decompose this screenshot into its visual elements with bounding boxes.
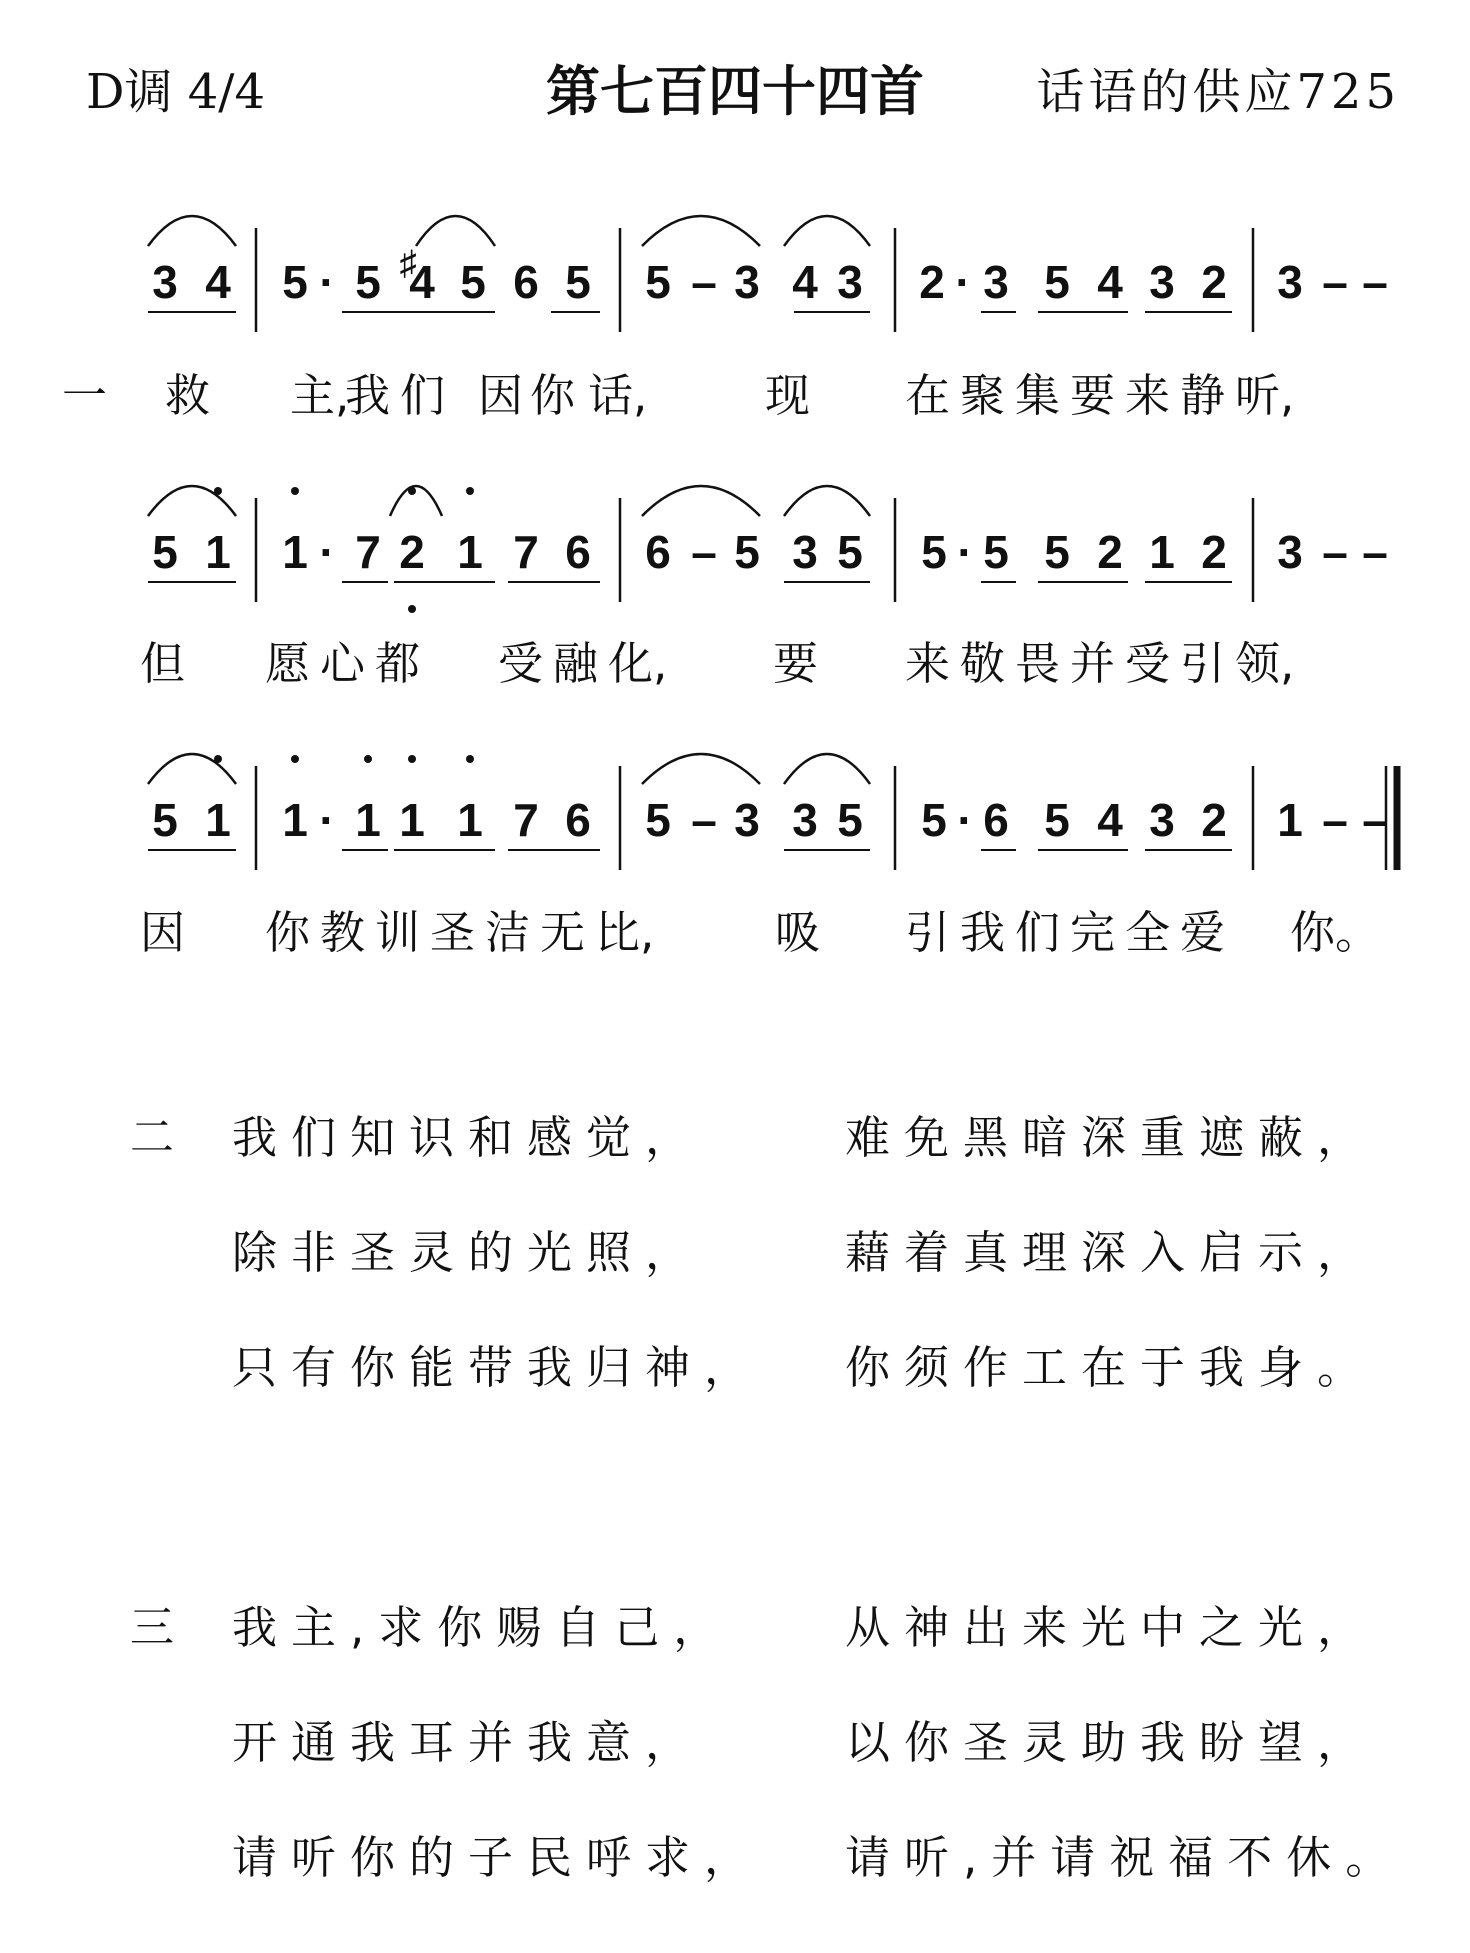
note: 3: [152, 256, 178, 308]
lyric-syllable: 但: [140, 637, 186, 690]
lyric-syllable: 静: [1180, 369, 1226, 422]
octave-dot: [408, 605, 416, 613]
verse-line-right: 你须作工在于我身。: [845, 1341, 1377, 1394]
verse-line-right: 难免黑暗深重遮蔽，: [845, 1111, 1377, 1164]
note: 3: [734, 256, 760, 308]
note: 5: [921, 794, 947, 846]
lyric-syllable: 在: [905, 369, 951, 422]
lyric-syllable: 因: [478, 369, 524, 422]
note: 7: [513, 526, 539, 578]
lyric-syllable: 比,: [595, 906, 655, 959]
extension-dash: –: [1362, 256, 1388, 308]
lyric-syllable: 现: [765, 369, 811, 422]
note: 3: [1149, 256, 1175, 308]
note: 1: [1149, 526, 1175, 578]
note: 5: [645, 256, 671, 308]
note: 1: [457, 526, 483, 578]
lyric-syllable: 心: [320, 637, 366, 690]
note: 1: [205, 526, 231, 578]
octave-dot: [291, 487, 299, 495]
verse-number: 二: [130, 1112, 174, 1163]
slur-arc: [784, 754, 870, 784]
augmentation-dot: ·: [957, 526, 973, 578]
verse-number: 一: [62, 369, 108, 422]
note: 3: [983, 256, 1009, 308]
lyric-syllable: 化,: [608, 637, 668, 690]
note: 6: [565, 794, 591, 846]
note: 1: [457, 794, 483, 846]
lyric-syllable: 我: [345, 369, 391, 422]
lyric-syllable: 来: [905, 637, 951, 690]
verse-line-left: 只有你能带我归神，: [232, 1341, 764, 1394]
note: 5: [1044, 256, 1070, 308]
note: 2: [1097, 526, 1123, 578]
extension-dash: –: [1362, 794, 1388, 846]
note: 3: [1277, 526, 1303, 578]
verse-line-right: 藉着真理深入启示，: [845, 1226, 1377, 1279]
lyric-syllable: 们: [400, 369, 446, 422]
lyric-syllable: 你。: [1290, 906, 1381, 959]
note: 2: [1201, 256, 1227, 308]
note: 1: [355, 794, 381, 846]
note: 4: [409, 256, 435, 308]
lyric-syllable: 愿: [265, 637, 311, 690]
lyric-syllable: 们: [1015, 906, 1061, 959]
extension-dash: –: [691, 256, 717, 308]
lyric-syllable: 领,: [1235, 637, 1295, 690]
note: 1: [1277, 794, 1303, 846]
note: 5: [152, 794, 178, 846]
lyric-syllable: 来: [1125, 369, 1171, 422]
note: 2: [1201, 526, 1227, 578]
augmentation-dot: ·: [319, 794, 335, 846]
note: 5: [837, 526, 863, 578]
extension-dash: –: [1322, 256, 1348, 308]
note: 4: [1097, 256, 1123, 308]
slur-arc: [148, 486, 236, 516]
lyric-syllable: 圣: [430, 906, 476, 959]
note: 5: [837, 794, 863, 846]
extension-dash: –: [1362, 526, 1388, 578]
lyric-syllable: 吸: [775, 906, 821, 959]
octave-dot: [408, 487, 416, 495]
slur-arc: [390, 486, 442, 516]
key-signature: D调 4/4: [86, 64, 265, 120]
lyric-syllable: 聚: [960, 369, 1006, 422]
note: 1: [282, 794, 308, 846]
octave-dot: [466, 487, 474, 495]
lyric-syllable: 训: [375, 906, 421, 959]
lyric-syllable: 我: [960, 906, 1006, 959]
slur-arc: [642, 754, 760, 784]
lyric-syllable: 你: [265, 906, 311, 959]
note: 5: [983, 526, 1009, 578]
extension-dash: –: [1322, 794, 1348, 846]
lyric-syllable: 教: [320, 906, 366, 959]
note: 3: [792, 526, 818, 578]
note: 3: [1277, 256, 1303, 308]
slur-arc: [642, 216, 760, 246]
lyric-syllable: 受: [1125, 637, 1171, 690]
augmentation-dot: ·: [957, 794, 973, 846]
lyric-syllable: 救: [165, 369, 211, 422]
note: 5: [565, 256, 591, 308]
octave-dot: [214, 487, 222, 495]
note: 5: [152, 526, 178, 578]
note: 5: [355, 256, 381, 308]
lyric-syllable: 引: [1180, 637, 1226, 690]
note: 5: [1044, 794, 1070, 846]
verse-line-left: 除非圣灵的光照，: [232, 1226, 705, 1279]
note: 6: [983, 794, 1009, 846]
note: 2: [919, 256, 945, 308]
octave-dot: [466, 755, 474, 763]
octave-dot: [214, 755, 222, 763]
note: 4: [1097, 794, 1123, 846]
lyric-syllable: 爱: [1180, 906, 1226, 959]
verse-line-left: 开通我耳并我意，: [232, 1716, 705, 1769]
score-system: [148, 754, 1397, 870]
note: 4: [205, 256, 231, 308]
note: 6: [565, 526, 591, 578]
lyric-syllable: 并: [1070, 637, 1116, 690]
augmentation-dot: ·: [955, 256, 971, 308]
note: 5: [645, 794, 671, 846]
note: 5: [921, 526, 947, 578]
note: 1: [399, 794, 425, 846]
slur-arc: [148, 754, 236, 784]
augmentation-dot: ·: [319, 526, 335, 578]
note: 4: [792, 256, 818, 308]
lyric-syllable: 都: [375, 637, 421, 690]
score-system: [148, 216, 1388, 332]
lyric-syllable: 畏: [1015, 637, 1061, 690]
extension-dash: –: [691, 526, 717, 578]
slur-arc: [148, 216, 236, 246]
verse-line-right: 从神出来光中之光，: [845, 1601, 1377, 1654]
slur-arc: [784, 486, 870, 516]
score-system: [148, 486, 1388, 613]
verse-line-left: 我主,求你赐自己，: [232, 1601, 733, 1654]
lyric-syllable: 要: [1070, 369, 1116, 422]
lyric-syllable: 受: [498, 637, 544, 690]
slur-arc: [642, 486, 760, 516]
slur-arc: [784, 216, 870, 246]
lyric-syllable: 融: [553, 637, 599, 690]
lyric-syllable: 因: [140, 906, 186, 959]
note: 2: [1201, 794, 1227, 846]
lyric-syllable: 无: [540, 906, 586, 959]
verse-line-left: 请听你的子民呼求，: [232, 1831, 764, 1884]
lyric-syllable: 听,: [1235, 369, 1295, 422]
octave-dot: [364, 755, 372, 763]
slur-arc: [416, 216, 495, 246]
octave-dot: [291, 755, 299, 763]
note: 6: [513, 256, 539, 308]
lyric-syllable: 要: [773, 637, 819, 690]
lyric-syllable: 洁: [485, 906, 531, 959]
note: 3: [792, 794, 818, 846]
verse-line-right: 请听,并请祝福不休。: [845, 1831, 1405, 1884]
lyric-syllable: 敬: [960, 637, 1006, 690]
note: 5: [1044, 526, 1070, 578]
note: 1: [282, 526, 308, 578]
hymn-source: 话语的供应725: [1036, 64, 1400, 120]
note: 5: [734, 526, 760, 578]
octave-dot: [408, 755, 416, 763]
lyric-syllable: 主,: [290, 369, 350, 422]
lyric-syllable: 完: [1070, 906, 1116, 959]
augmentation-dot: ·: [319, 256, 335, 308]
verse-number: 三: [130, 1602, 174, 1653]
note: 3: [837, 256, 863, 308]
note: 3: [734, 794, 760, 846]
note: 5: [282, 256, 308, 308]
note: 7: [355, 526, 381, 578]
lyric-syllable: 集: [1015, 369, 1061, 422]
sharp-sign: ♯: [399, 244, 417, 282]
extension-dash: –: [1322, 526, 1348, 578]
lyric-syllable: 引: [905, 906, 951, 959]
note: 1: [205, 794, 231, 846]
note: 7: [513, 794, 539, 846]
note: 5: [460, 256, 486, 308]
verse-line-left: 我们知识和感觉，: [232, 1111, 705, 1164]
extension-dash: –: [691, 794, 717, 846]
note: 6: [645, 526, 671, 578]
lyric-syllable: 话,: [588, 369, 648, 422]
note: 3: [1149, 794, 1175, 846]
verse-line-right: 以你圣灵助我盼望，: [845, 1716, 1377, 1769]
note: 2: [399, 526, 425, 578]
lyric-syllable: 你: [530, 369, 576, 422]
hymn-title: 第七百四十四首: [546, 60, 924, 123]
lyric-syllable: 全: [1125, 906, 1171, 959]
